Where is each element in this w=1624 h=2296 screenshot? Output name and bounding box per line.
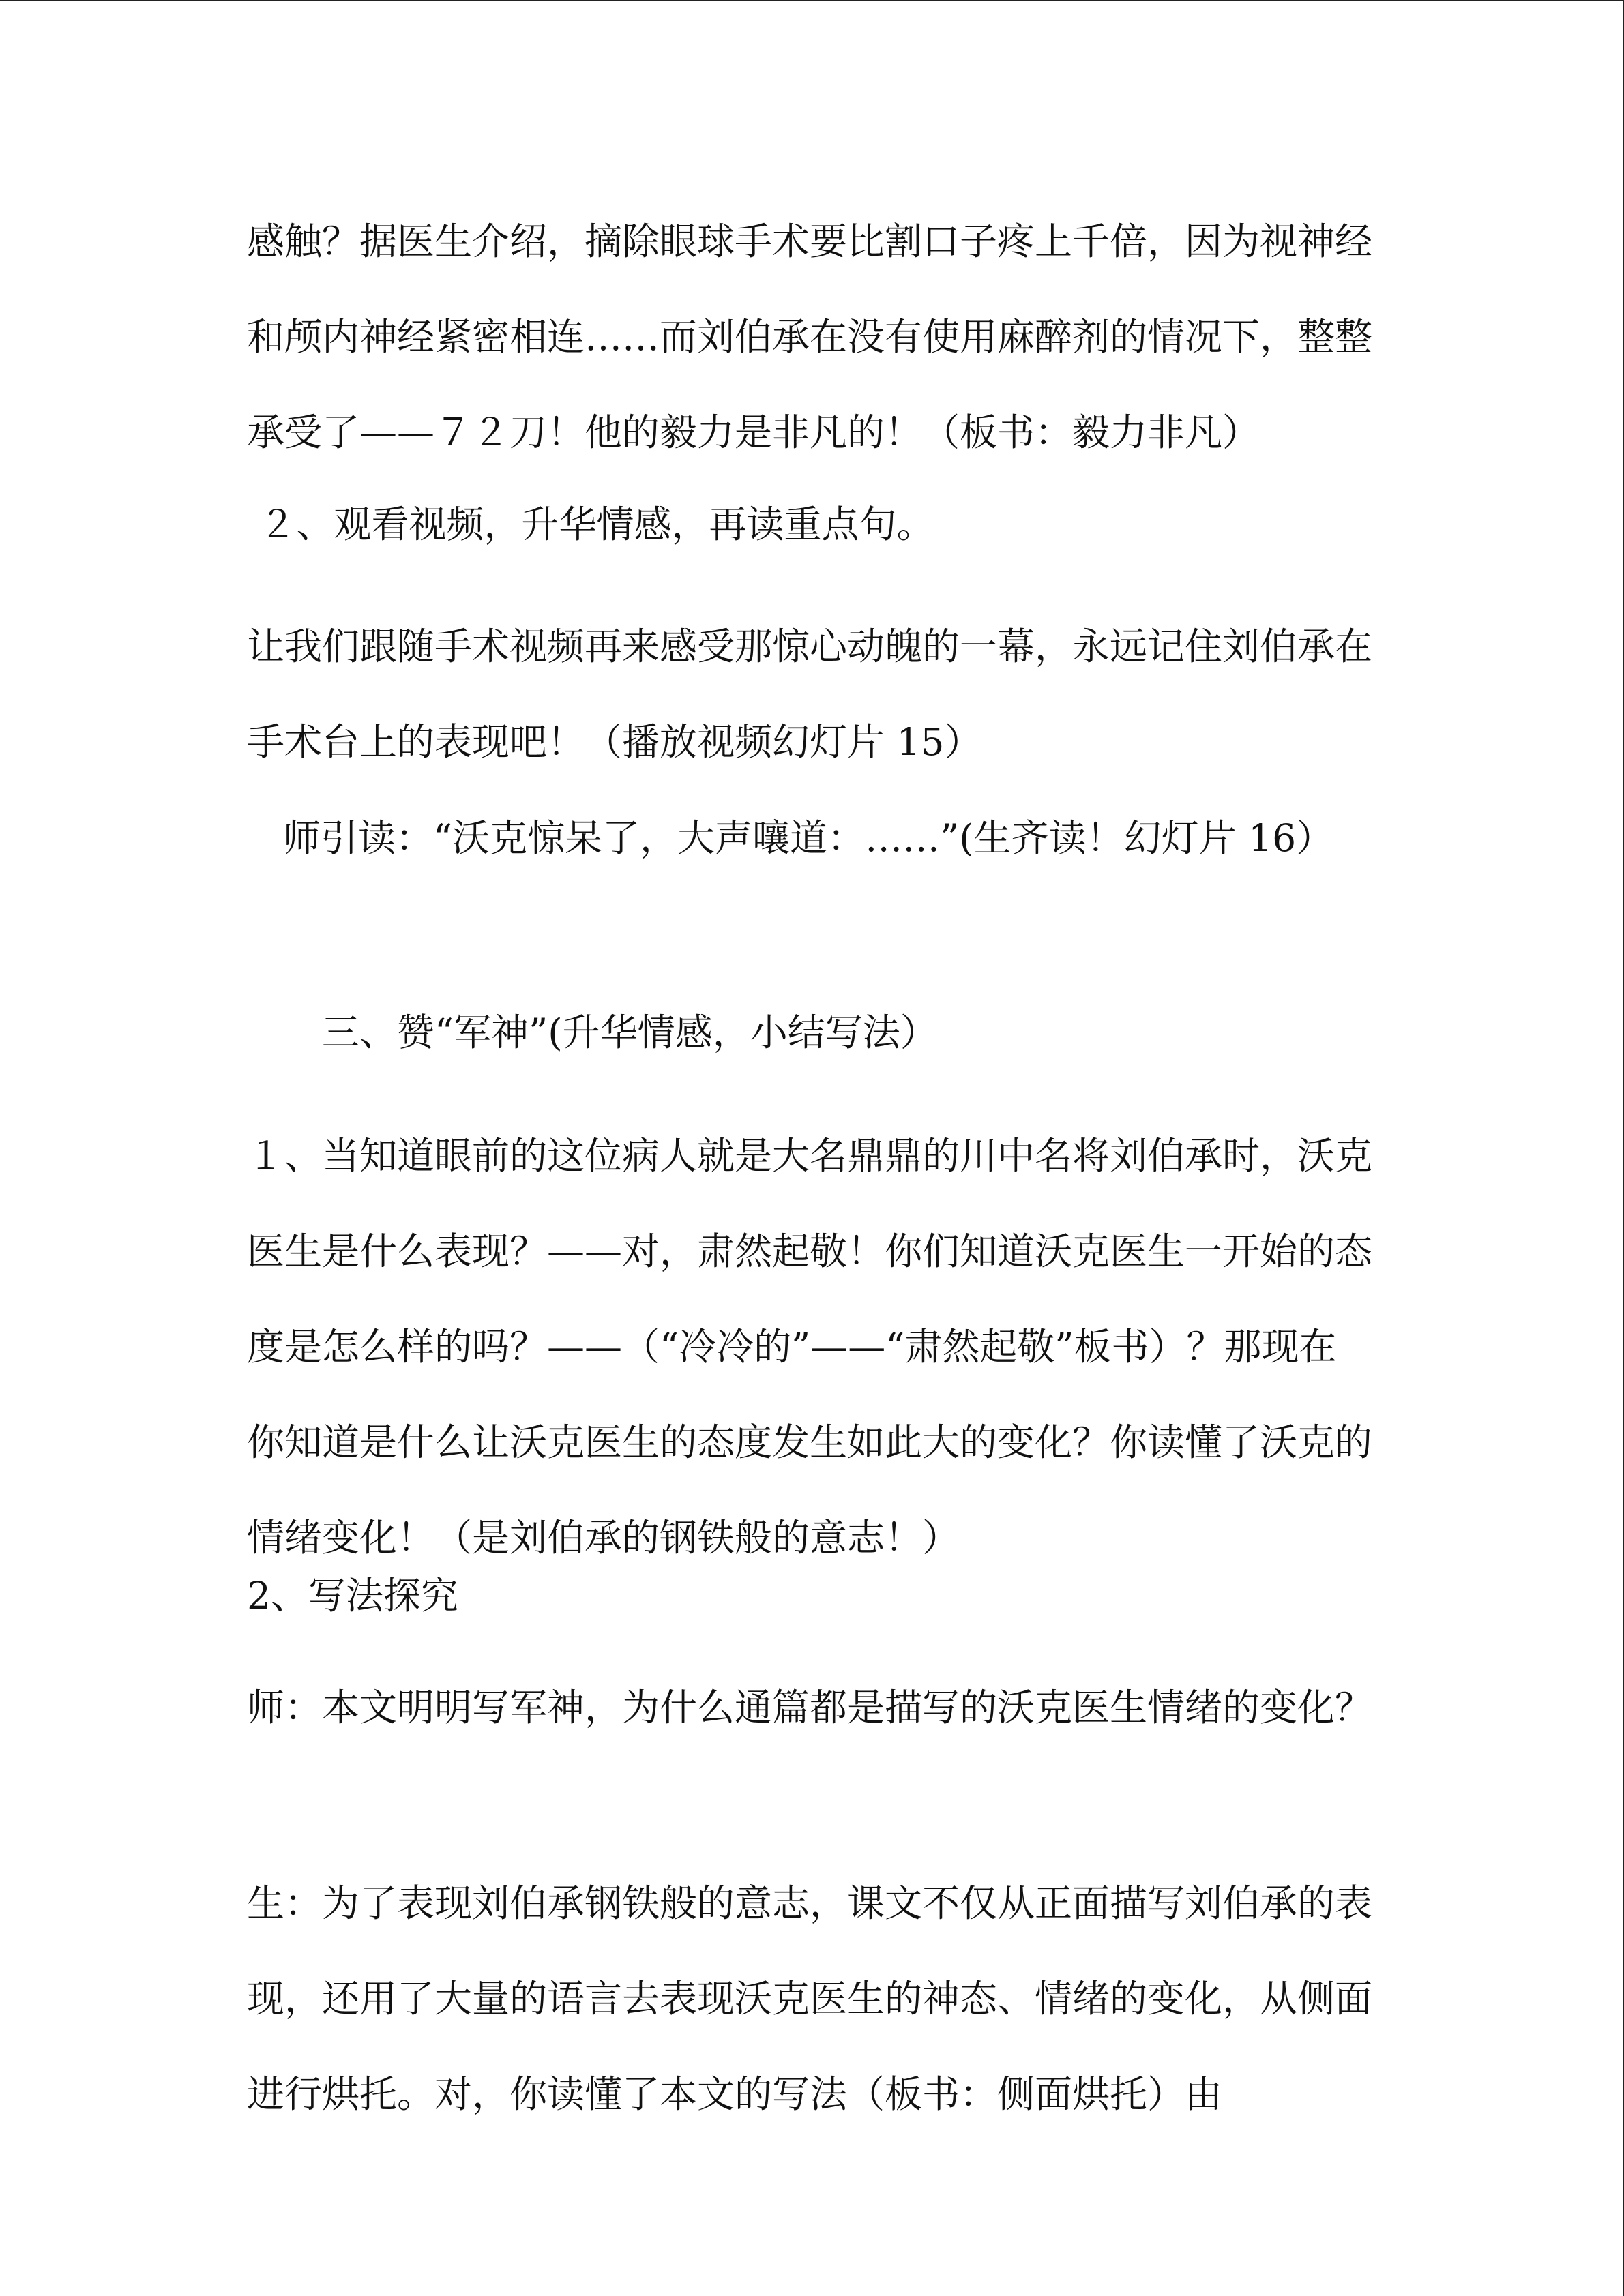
paragraph-teacher-leads-reading: 师引读：“沃克惊呆了，大声嚷道：……”(生齐读！幻灯片 16） — [283, 816, 1334, 860]
paragraph-student-answer: 生：为了表现刘伯承钢铁般的意志，课文不仅从正面描写刘伯承的表现，还用了大量的语言去表现沃克医生的神态、情绪的变化，从侧面进行烘托。对，你读懂了本文的写法（板书：侧面烘托）由 — [247, 1881, 1373, 2116]
paragraph-doctor-attitude: １、当知道眼前的这位病人就是大名鼎鼎的川中名将刘伯承时，沃克医生是什么表现？——对，肃然起敬！你们知道沃克医生一开始的态度是怎么样的吗？——（“冷冷的”——“肃然起敬”板书）？那现在你知道是什么让沃克医生的态度发生如此大的变化？你读懂了沃克的情绪变化！（是刘伯承的钢铁般的意志！） — [247, 1134, 1373, 1560]
paragraph-teacher-question: 师：本文明明写军神，为什么通篇都是描写的沃克医生情绪的变化？ — [247, 1686, 1373, 1729]
document-page — [0, 1, 1623, 2296]
subheading-writing-method: 2、写法探究 — [247, 1574, 458, 1617]
paragraph-surgery-endurance: 感触？据医生介绍，摘除眼球手术要比割口子疼上千倍，因为视神经和颅内神经紧密相连……而刘伯承在没有使用麻醉剂的情况下，整整承受了——７２刀！他的毅力是非凡的！（板书：毅力非凡） — [247, 220, 1373, 454]
paragraph-follow-video: 让我们跟随手术视频再来感受那惊心动魄的一幕，永远记住刘伯承在手术台上的表现吧！（播放视频幻灯片 15） — [247, 625, 1373, 764]
paragraph-step-2-video: ２、观看视频，升华情感，再读重点句。 — [247, 503, 934, 546]
section-heading-three: 三、赞“军神”(升华情感，小结写法） — [322, 1011, 938, 1054]
